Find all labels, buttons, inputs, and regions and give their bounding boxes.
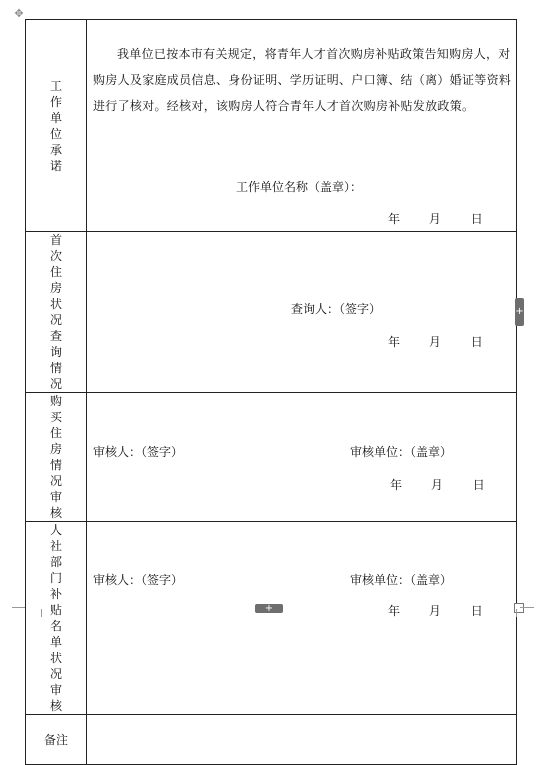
purchase-unit-label: 审核单位：（盖章） bbox=[350, 445, 453, 459]
date-day: 日 bbox=[470, 212, 483, 226]
row-housing-query bbox=[26, 232, 517, 393]
purchase-review-content-cell[interactable] bbox=[87, 393, 517, 522]
crop-mark-icon bbox=[516, 609, 517, 617]
label-commitment-cell bbox=[26, 20, 87, 232]
housing-query-date bbox=[388, 333, 483, 350]
date-year: 年 bbox=[388, 604, 401, 618]
housing-query-content-cell[interactable] bbox=[87, 232, 517, 393]
crop-mark-icon bbox=[520, 607, 534, 608]
label-remarks-cell bbox=[26, 715, 87, 765]
label-hr-review: 人社部门补贴名单状况审核 bbox=[49, 523, 62, 713]
hr-review-date bbox=[388, 602, 483, 619]
label-commitment: 工作单位承诺 bbox=[49, 78, 62, 173]
commitment-paragraph: 我单位已按本市有关规定，将青年人才首次购房补贴政策告知购房人，对购房人及家庭成员信息、身份证明、学历证明、户口簿、结（离）婚证等资料进行了核对。经核对，该购房人符合青年人才首次购房补贴发放政策。 bbox=[93, 47, 512, 113]
hr-reviewer-label: 审核人：（签字） bbox=[93, 573, 184, 587]
crop-mark-icon bbox=[12, 607, 25, 608]
date-day: 日 bbox=[470, 604, 483, 618]
row-purchase-review bbox=[26, 393, 517, 522]
insert-column-handle-icon[interactable]: + bbox=[515, 298, 524, 326]
insert-row-handle-icon[interactable]: + bbox=[255, 604, 283, 613]
commitment-date bbox=[388, 210, 483, 227]
row-remarks bbox=[26, 715, 517, 765]
date-year: 年 bbox=[388, 335, 401, 349]
label-remarks: 备注 bbox=[43, 732, 68, 747]
remarks-content-cell[interactable] bbox=[87, 715, 517, 765]
crop-mark-icon bbox=[41, 609, 42, 617]
date-month: 月 bbox=[428, 335, 441, 349]
query-signer-label: 查询人：（签字） bbox=[291, 302, 382, 316]
hr-unit-label: 审核单位：（盖章） bbox=[350, 573, 453, 587]
label-housing-query: 首次住房状况查询情况 bbox=[49, 233, 62, 391]
row-commitment bbox=[26, 20, 517, 232]
commitment-seal-label: 工作单位名称（盖章）： bbox=[236, 180, 363, 194]
hr-review-content-cell[interactable] bbox=[87, 522, 517, 715]
date-day: 日 bbox=[470, 335, 483, 349]
date-day: 日 bbox=[472, 478, 485, 492]
table-move-icon[interactable]: ✥ bbox=[14, 7, 24, 20]
date-month: 月 bbox=[428, 212, 441, 226]
label-hr-review-cell bbox=[26, 522, 87, 715]
subsidy-review-form bbox=[25, 19, 517, 765]
date-month: 月 bbox=[430, 478, 443, 492]
row-hr-review bbox=[26, 522, 517, 715]
purchase-reviewer-label: 审核人：（签字） bbox=[93, 445, 184, 459]
label-housing-query-cell bbox=[26, 232, 87, 393]
date-year: 年 bbox=[388, 212, 401, 226]
commitment-content-cell[interactable] bbox=[87, 20, 517, 232]
date-year: 年 bbox=[390, 478, 403, 492]
purchase-review-date bbox=[390, 476, 485, 493]
date-month: 月 bbox=[428, 604, 441, 618]
label-purchase-review: 购买住房情况审核 bbox=[49, 394, 62, 520]
label-purchase-review-cell bbox=[26, 393, 87, 522]
